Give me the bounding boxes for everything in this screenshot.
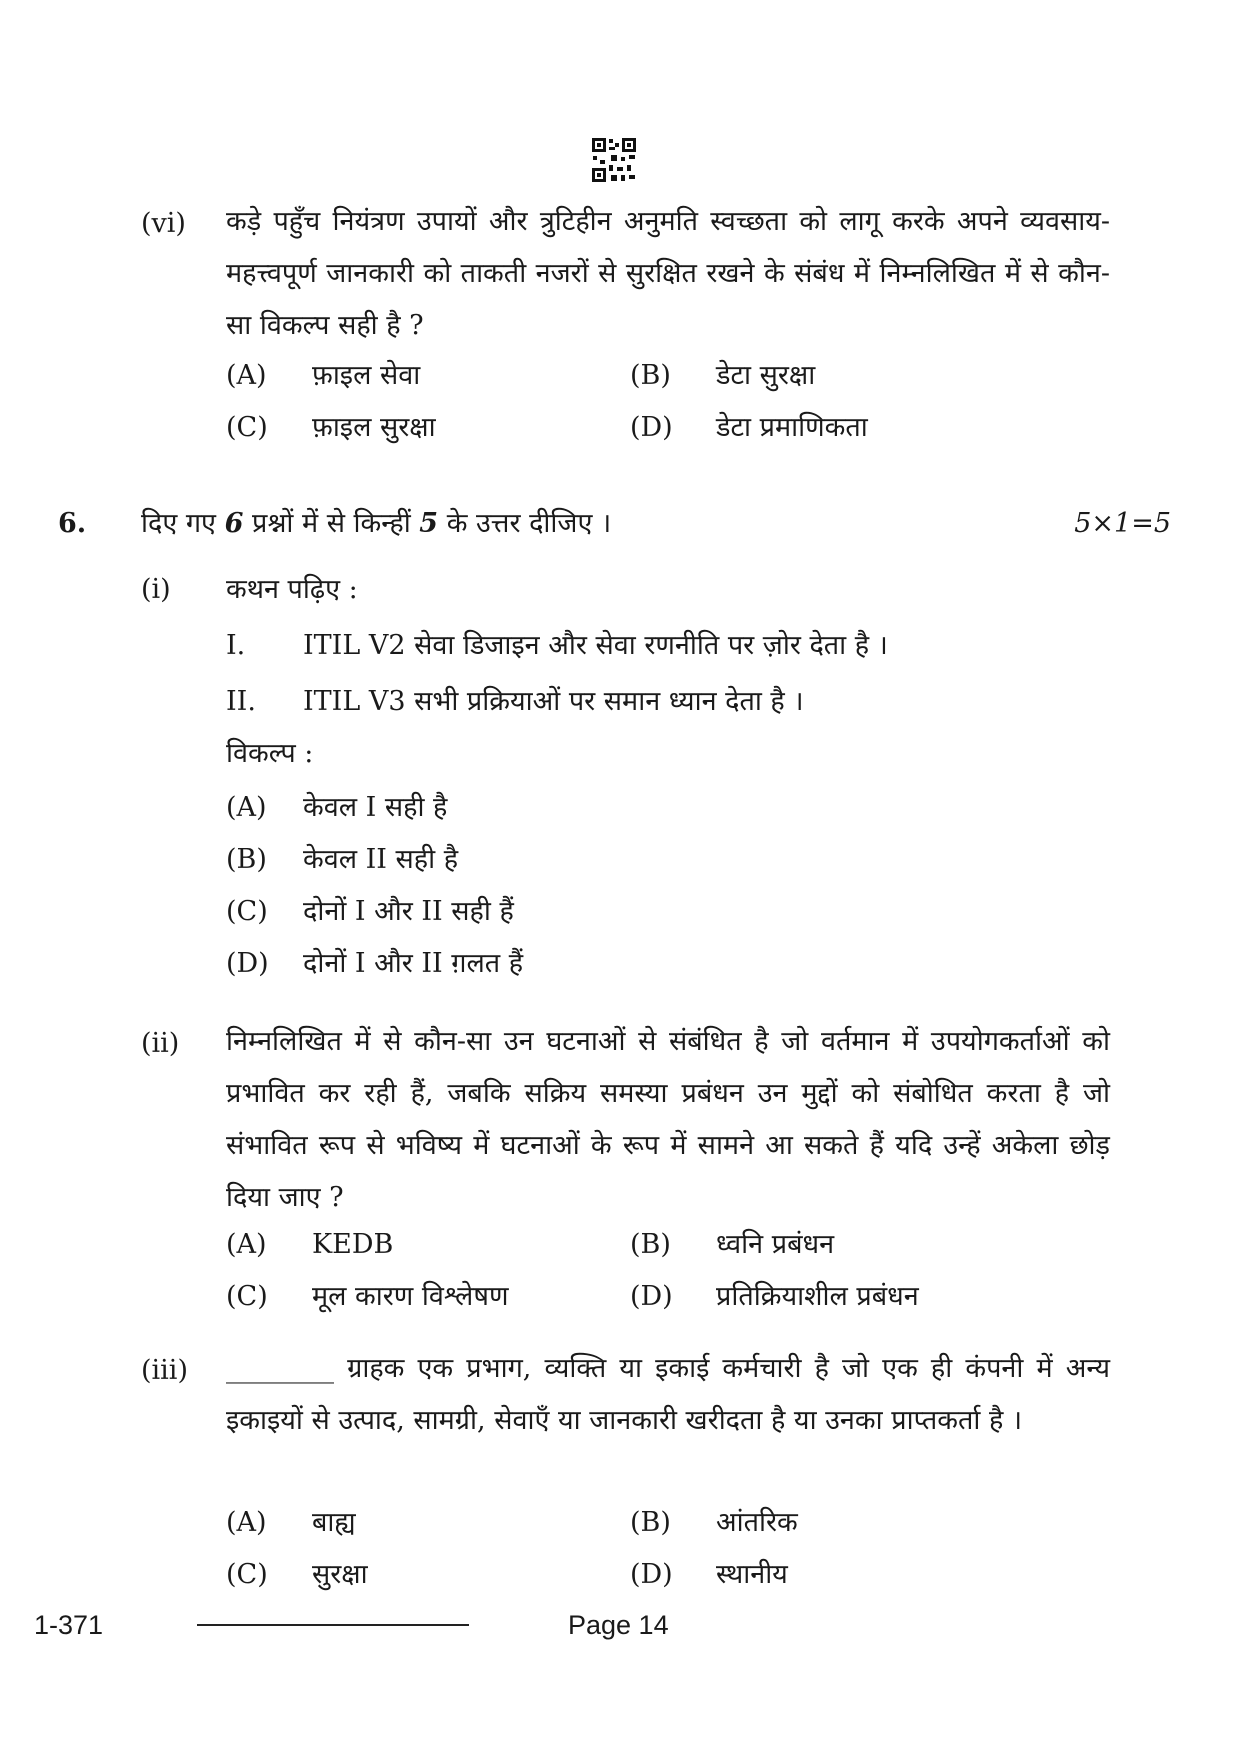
- option-text: मूल कारण विश्लेषण: [312, 1281, 509, 1312]
- instruction-part: प्रश्नों में से किन्हीं: [251, 508, 411, 539]
- option-text: बाह्य: [312, 1507, 356, 1538]
- option-key: (D): [630, 1281, 673, 1312]
- instruction-part: के उत्तर दीजिए ।: [446, 508, 612, 539]
- option-text: केवल I सही है: [303, 792, 448, 823]
- option-text: KEDB: [312, 1229, 394, 1260]
- statement-key: I.: [226, 630, 246, 661]
- question-number: 6.: [58, 508, 87, 539]
- option-key: (C): [226, 412, 268, 443]
- question-instruction: [141, 506, 611, 542]
- instruction-part: दिए गए: [141, 508, 216, 539]
- option-text: डेटा प्रमाणिकता: [716, 412, 868, 443]
- subquestion-number-iii: (iii): [141, 1355, 188, 1386]
- statement-text: ITIL V3 सभी प्रक्रियाओं पर समान ध्यान देता है ।: [303, 686, 804, 717]
- marks-allocation: 5×1=5: [1074, 508, 1171, 539]
- option-key: (A): [226, 360, 267, 391]
- option-key: (D): [226, 948, 269, 979]
- option-text: दोनों I और II सही हैं: [303, 896, 514, 927]
- option-key: (A): [226, 1229, 267, 1260]
- option-text: आंतरिक: [716, 1507, 798, 1538]
- statement-text: ITIL V2 सेवा डिजाइन और सेवा रणनीति पर ज़ोर देता है ।: [303, 630, 888, 661]
- option-key: (B): [630, 360, 671, 391]
- paper-code: 1-371: [34, 1610, 104, 1640]
- question-text-vi: कड़े पहुँच नियंत्रण उपायों और त्रुटिहीन अनुमति स्वच्छता को लागू करके अपने व्यवसाय-महत्त्वपूर्ण जानकारी को ताकती नजरों से सुरक्षित रखने के संबंध में निम्नलिखित में से कौन-सा विकल्प सही है ?: [226, 206, 1110, 341]
- instruction-count-attempt: 5: [419, 508, 439, 539]
- option-key: (C): [226, 1559, 268, 1590]
- option-key: (D): [630, 1559, 673, 1590]
- subquestion-number-i: (i): [141, 574, 171, 605]
- subquestion-number-ii: (ii): [141, 1028, 180, 1059]
- option-key: (B): [226, 844, 267, 875]
- option-text: ध्वनि प्रबंधन: [716, 1229, 835, 1260]
- option-text: स्थानीय: [716, 1559, 788, 1590]
- page-number: Page 14: [568, 1610, 669, 1640]
- instruction-count-total: 6: [224, 508, 244, 539]
- option-key: (B): [630, 1229, 671, 1260]
- footer-divider: [197, 1624, 469, 1626]
- options-label: विकल्प :: [226, 738, 314, 769]
- statement-key: II.: [226, 686, 256, 717]
- option-key: (C): [226, 1281, 268, 1312]
- subquestion-number-vi: (vi): [141, 208, 186, 239]
- option-text: फ़ाइल सेवा: [312, 360, 421, 391]
- fill-in-blank: ________: [226, 1353, 334, 1384]
- question-text-ii: निम्नलिखित में से कौन-सा उन घटनाओं से संबंधित है जो वर्तमान में उपयोगकर्ताओं को प्रभावित कर रही हैं, जबकि सक्रिय समस्या प्रबंधन उन मुद्दों को संबोधित करता है जो संभावित रूप से भविष्य में घटनाओं के रूप में सामने आ सकते हैं यदि उन्हें अकेला छोड़ दिया जाए ?: [226, 1026, 1110, 1213]
- subquestion-lead: कथन पढ़िए :: [226, 574, 358, 605]
- option-key: (A): [226, 1507, 267, 1538]
- option-text: प्रतिक्रियाशील प्रबंधन: [716, 1281, 919, 1312]
- option-key: (C): [226, 896, 268, 927]
- option-key: (D): [630, 412, 673, 443]
- option-text: केवल II सही है: [303, 844, 459, 875]
- option-text: सुरक्षा: [312, 1559, 368, 1590]
- question-text-iii-body: ग्राहक एक प्रभाग, व्यक्ति या इकाई कर्मचारी है जो एक ही कंपनी में अन्य इकाइयों से उत्पाद, सामग्री, सेवाएँ या जानकारी खरीदता है या उनका प्राप्तकर्ता है ।: [226, 1353, 1110, 1436]
- qr-code-icon: [591, 137, 637, 183]
- option-key: (A): [226, 792, 267, 823]
- question-text-iii: [226, 1343, 1110, 1447]
- option-key: (B): [630, 1507, 671, 1538]
- option-text: दोनों I और II ग़लत हैं: [303, 948, 524, 979]
- option-text: डेटा सुरक्षा: [716, 360, 816, 391]
- option-text: फ़ाइल सुरक्षा: [312, 412, 436, 443]
